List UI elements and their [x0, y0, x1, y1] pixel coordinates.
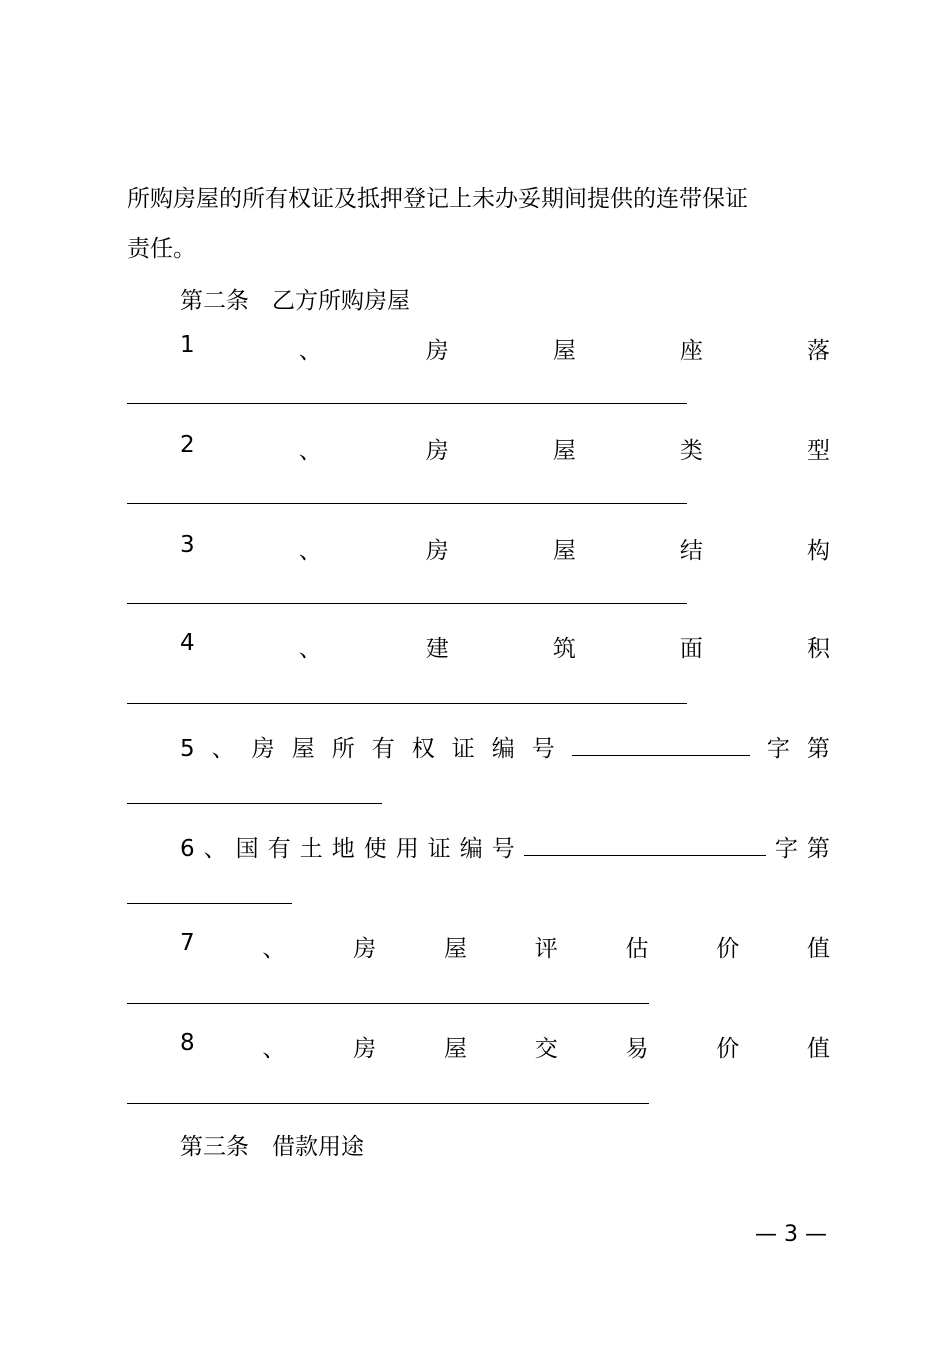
item-char: 有: [371, 736, 395, 762]
body-text-line: 所购房屋的所有权证及抵押登记上未办妥期间提供的连带保证: [127, 186, 748, 212]
form-item-floor-area: [180, 630, 830, 663]
item-char: 、: [262, 936, 286, 962]
item-char: 评: [534, 936, 558, 962]
item-char: 、: [298, 438, 322, 464]
item-char: 4: [180, 630, 195, 656]
item-char: 座: [679, 338, 703, 364]
item-char: 、: [298, 338, 322, 364]
item-char: 面: [679, 636, 703, 662]
item-char: 价: [716, 936, 740, 962]
item-char: 使: [363, 836, 387, 862]
form-item-appraised-value: [180, 930, 830, 963]
item-char: 5: [180, 736, 195, 762]
item-char: 建: [425, 636, 449, 662]
item-char: 房: [425, 538, 449, 564]
item-char: 屋: [552, 438, 576, 464]
item-char: 类: [679, 438, 703, 464]
form-item-house-location: [180, 332, 830, 365]
item-char: 结: [679, 538, 703, 564]
item-char: 、: [203, 836, 227, 862]
body-text-line: 责任。: [127, 236, 196, 262]
item-char: 有: [267, 836, 291, 862]
fill-in-blank[interactable]: [127, 403, 687, 404]
fill-in-blank[interactable]: [127, 803, 382, 804]
item-char: 屋: [552, 338, 576, 364]
item-char: 用: [395, 836, 419, 862]
item-char: 证: [451, 736, 475, 762]
item-char: 落: [806, 338, 830, 364]
item-char: 8: [180, 1030, 195, 1056]
item-char: 构: [806, 538, 830, 564]
item-char: 第: [806, 736, 830, 762]
item-char: 房: [353, 936, 377, 962]
fill-in-blank[interactable]: [127, 503, 687, 504]
fill-in-blank[interactable]: [127, 703, 687, 704]
item-char: 房: [353, 1036, 377, 1062]
item-char: 房: [251, 736, 275, 762]
item-char: 字: [774, 836, 798, 862]
form-item-house-type: [180, 432, 830, 465]
form-item-land-cert-number: [180, 830, 830, 863]
item-char: 积: [806, 636, 830, 662]
item-char: 国: [235, 836, 259, 862]
item-char: 号: [531, 736, 555, 762]
item-char: 2: [180, 432, 195, 458]
item-char: 6: [180, 836, 195, 862]
item-char: 所: [331, 736, 355, 762]
fill-in-blank[interactable]: [127, 903, 292, 904]
item-char: 屋: [443, 936, 467, 962]
fill-in-blank[interactable]: [127, 603, 687, 604]
item-char: 、: [298, 636, 322, 662]
item-char: 屋: [291, 736, 315, 762]
item-char: 证: [427, 836, 451, 862]
article-heading: 第三条 借款用途: [180, 1134, 364, 1160]
item-char: 房: [425, 338, 449, 364]
fill-in-blank[interactable]: [524, 837, 766, 856]
item-char: 易: [625, 1036, 649, 1062]
item-char: 交: [534, 1036, 558, 1062]
item-char: 7: [180, 930, 195, 956]
item-char: 权: [411, 736, 435, 762]
item-char: 3: [180, 532, 195, 558]
item-char: 筑: [552, 636, 576, 662]
item-char: 屋: [552, 538, 576, 564]
page-number: — 3 —: [755, 1222, 827, 1247]
item-char: 地: [331, 836, 355, 862]
item-char: 字: [766, 736, 790, 762]
item-char: 值: [807, 936, 830, 962]
item-char: 、: [262, 1036, 286, 1062]
fill-in-blank[interactable]: [572, 737, 750, 756]
item-char: 、: [211, 736, 235, 762]
item-char: 价: [716, 1036, 740, 1062]
item-char: 第: [806, 836, 830, 862]
item-char: 估: [625, 936, 649, 962]
form-item-house-structure: [180, 532, 830, 565]
form-item-transaction-value: [180, 1030, 830, 1063]
fill-in-blank[interactable]: [127, 1103, 649, 1104]
form-item-ownership-cert-number: [180, 730, 830, 763]
item-char: 、: [298, 538, 322, 564]
article-heading: 第二条 乙方所购房屋: [180, 288, 410, 314]
item-char: 值: [807, 1036, 830, 1062]
item-char: 型: [806, 438, 830, 464]
item-char: 房: [425, 438, 449, 464]
item-char: 1: [180, 332, 195, 358]
item-char: 号: [491, 836, 515, 862]
item-char: 土: [299, 836, 323, 862]
fill-in-blank[interactable]: [127, 1003, 649, 1004]
item-char: 屋: [443, 1036, 467, 1062]
item-char: 编: [459, 836, 483, 862]
item-char: 编: [491, 736, 515, 762]
